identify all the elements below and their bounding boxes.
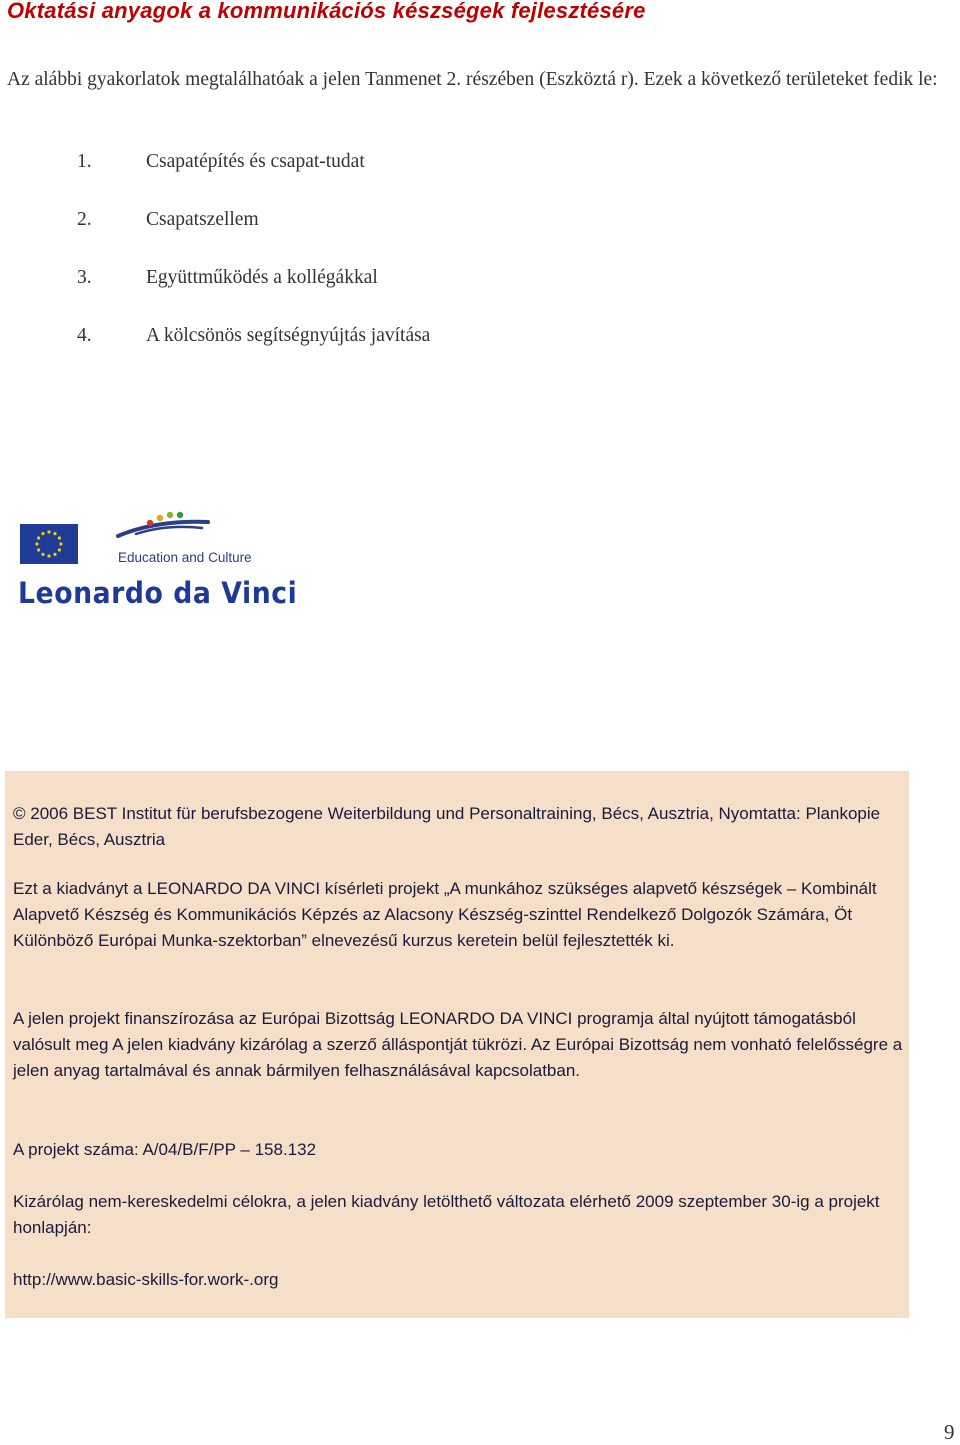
list-item-label: Csapatépítés és csapat-tudat (146, 151, 365, 172)
project-description: Ezt a kiadványt a LEONARDO DA VINCI kísérleti projekt „A munkához szükséges alapvető készségek – Kombinált Alapvető Készség és Kommunikációs Képzés az Alacsony Készség-szinttel Rendelkező Dolgozók Számára, Öt Különböző Európai Munka-szektorban” elnevezésű kurzus keretein belül fejlesztették ki. (13, 879, 877, 950)
leonardo-da-vinci-logo (18, 510, 298, 610)
list-item-number: 2. (77, 209, 92, 230)
page-title: Oktatási anyagok a kommunikációs készségek fejlesztésére (7, 0, 646, 23)
education-culture-mark-icon (116, 510, 216, 544)
eu-flag-icon (20, 524, 78, 564)
intro-paragraph: Az alábbi gyakorlatok megtalálhatóak a jelen Tanmenet 2. részében (Eszköztá r). Ezek a következő területeket fedik le: (7, 69, 938, 90)
list-item-label: Együttműködés a kollégákkal (146, 267, 378, 288)
copyright-text: © 2006 BEST Institut für berufsbezogene Weiterbildung und Personaltraining, Bécs, Ausztria, Nyomtatta: Plankopie Eder, Bécs, Ausztria (13, 804, 881, 849)
project-number: A projekt száma: A/04/B/F/PP – 158.132 (13, 1140, 317, 1159)
credits-box (5, 771, 909, 1318)
list-item-label: Csapatszellem (146, 209, 259, 230)
education-and-culture-label: Education and Culture (118, 550, 252, 565)
list-item-label: A kölcsönös segítségnyújtás javítása (146, 325, 431, 346)
program-name: Leonardo da Vinci (18, 576, 298, 610)
project-url: http://www.basic-skills-for.work-.org (13, 1270, 279, 1289)
funding-disclaimer: A jelen projekt finanszírozása az Európai Bizottság LEONARDO DA VINCI programja által nyújtott támogatásból valósult meg A jelen kiadvány kizárólag a szerző álláspontját tükrözi. Az Európai Bizottság nem vonható felelősségre a jelen anyag tartalmával és annak bármilyen felhasználásával kapcsolatban. (13, 1009, 903, 1080)
list-item-number: 3. (77, 267, 92, 288)
list-item-number: 1. (77, 151, 92, 172)
availability-note: Kizárólag nem-kereskedelmi célokra, a jelen kiadvány letölthető változata elérhető 2009 szeptember 30-ig a projekt honlapján: (13, 1192, 880, 1237)
list-item-number: 4. (77, 325, 92, 346)
page-number: 9 (944, 1420, 955, 1444)
